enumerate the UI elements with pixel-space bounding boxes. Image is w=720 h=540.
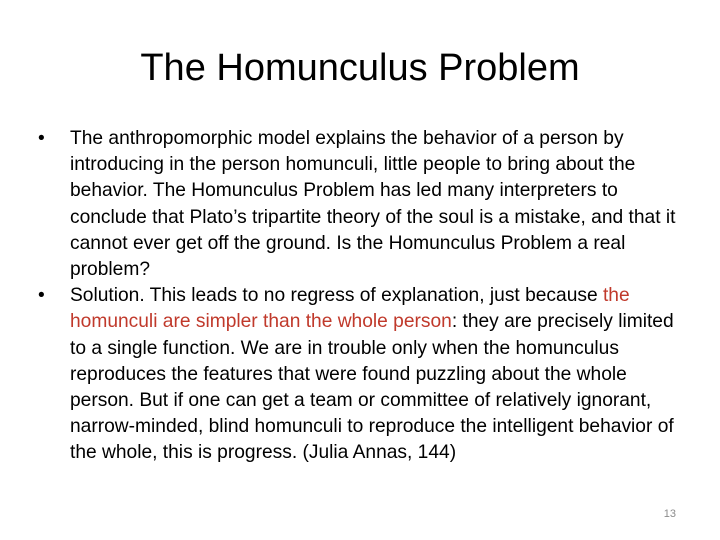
bullet-icon: • [38,285,45,307]
bullet-list [34,126,694,467]
slide-title: The Homunculus Problem [140,47,580,89]
bullet-text: The anthropomorphic model explains the behavior of a person by introducing in the person homunculi, little people to bring about the behavior. The Homunculus Problem has led many interpreters to conclude that Plato’s tripartite theory of the soul is a mistake, and that it cannot ever get off the ground. Is the Homunculus Problem a real problem? [70,128,676,281]
bullet-text-after: : they are precisely limited to a single function. We are in trouble only when the homunculus reproduces the features that were found puzzling about the whole person. But if one can get a team or committee of relatively ignorant, narrow-minded, blind homunculi to reproduce the intelligent behavior of the whole, this is progress. (Julia Annas, 144) [70,311,674,464]
bullet-item-homunculus-problem [34,126,694,283]
bullet-icon: • [38,128,45,149]
bullet-text-before: Solution. This leads to no regress of explanation, just because [70,285,603,307]
page-number: 13 [663,508,676,520]
bullet-item-solution [34,283,694,466]
highlighted-phrase: the homunculi are simpler than the whole person [70,285,630,333]
